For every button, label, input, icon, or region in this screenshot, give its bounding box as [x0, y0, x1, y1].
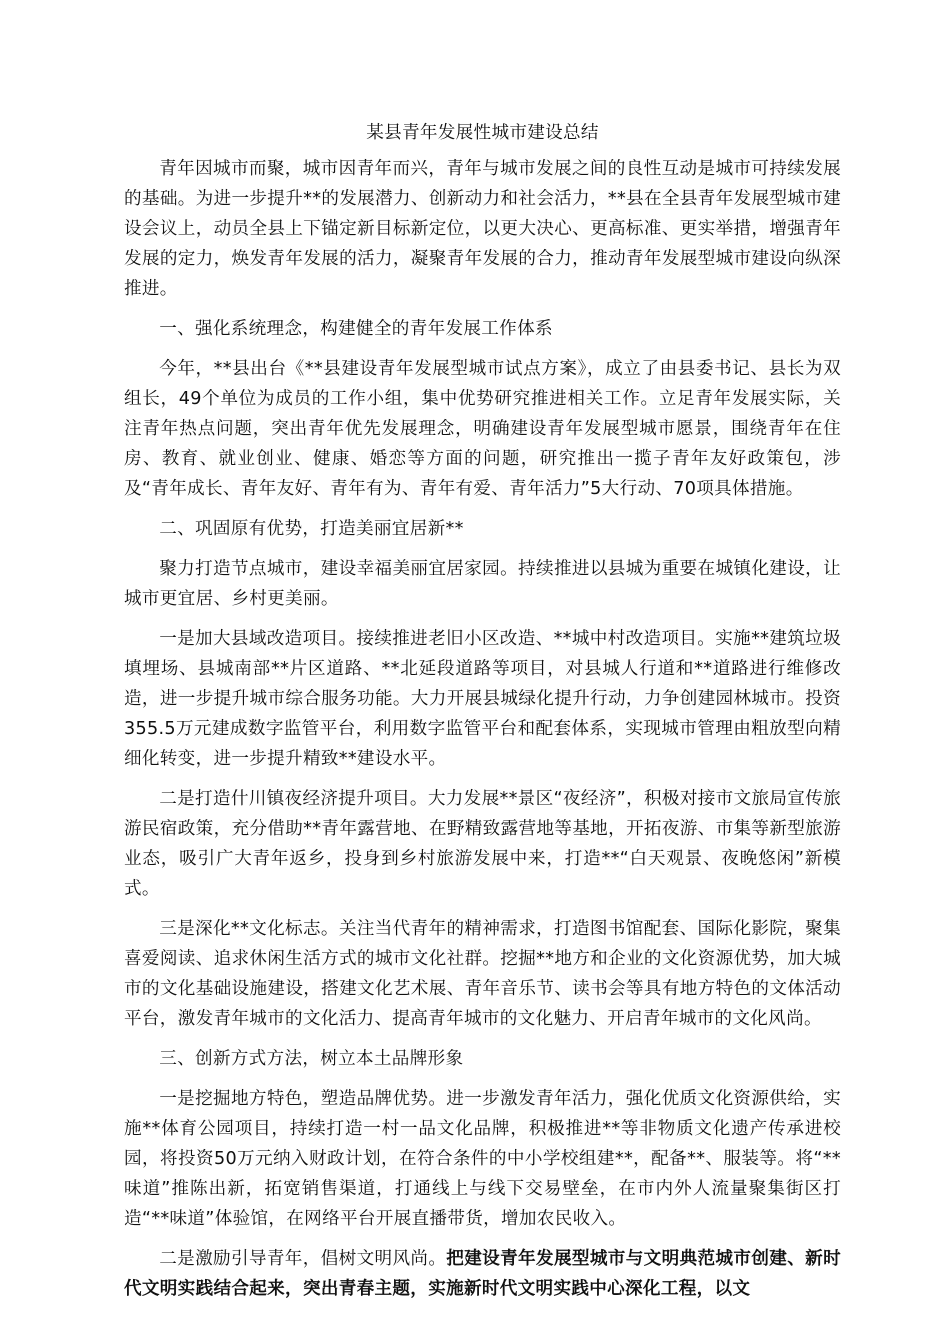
intro-paragraph: 青年因城市而聚，城市因青年而兴，青年与城市发展之间的良性互动是城市可持续发展的基础。为进一步提升**的发展潜力、创新动力和社会活力，**县在全县青年发展型城市建设会议上，动员全县上下锚定新目标新定位，以更大决心、更高标准、更实举措，增强青年发展的定力，焕发青年发展的活力，凝聚青年发展的合力，推动青年发展型城市建设向纵深推进。	[124, 159, 841, 299]
section-2-item-1-paragraph: 一是加大县域改造项目。接续推进老旧小区改造、**城中村改造项目。实施**建筑垃圾填埋场、县城南部**片区道路、**北延段道路等项目，对县城人行道和**道路进行维修改造，进一步提升城市综合服务功能。大力开展县城绿化提升行动，力争创建园林城市。投资355.5万元建成数字监管平台，利用数字监管平台和配套体系，实现城市管理由粗放型向精细化转变，进一步提升精致**建设水平。	[124, 629, 841, 769]
section-3-item-1-paragraph: 一是挖掘地方特色，塑造品牌优势。进一步激发青年活力，强化优质文化资源供给，实施**体育公园项目，持续打造一村一品文化品牌，积极推进**等非物质文化遗产传承进校园，将投资50万元纳入财政计划，在符合条件的中小学校组建**，配备**、服装等。将“**味道”推陈出新，拓宽销售渠道，打通线上与线下交易壁垒，在市内外人流量聚集街区打造“**味道”体验馆，在网络平台开展直播带货，增加农民收入。	[124, 1089, 841, 1229]
section-2-intro-paragraph: 聚力打造节点城市，建设幸福美丽宜居家园。持续推进以县城为重要在城镇化建设，让城市更宜居、乡村更美丽。	[124, 559, 841, 609]
section-heading-3: 三、创新方式方法，树立本土品牌形象	[159, 1049, 464, 1069]
section-2-item-2-paragraph: 二是打造什川镇夜经济提升项目。大力发展**景区“夜经济”，积极对接市文旅局宣传旅游民宿政策，充分借助**青年露营地、在野精致露营地等基地，开拓夜游、市集等新型旅游业态，吸引广大青年返乡，投身到乡村旅游发展中来，打造**“白天观景、夜晚悠闲”新模式。	[124, 789, 841, 899]
document-page	[124, 118, 841, 1314]
bold-emphasis-text: 把建设青年发展型城市与文明典范城市创建、新时代文明实践结合起来，突出青春主题，实施新时代文明实践中心深化工程，以文	[124, 1249, 841, 1299]
section-3-item-2-paragraph	[124, 1244, 841, 1304]
section-heading-1: 一、强化系统理念，构建健全的青年发展工作体系	[159, 319, 553, 339]
document-title: 某县青年发展性城市建设总结	[366, 123, 599, 143]
section-1-paragraph: 今年，**县出台《**县建设青年发展型城市试点方案》，成立了由县委书记、县长为双组长，49个单位为成员的工作小组，集中优势研究推进相关工作。立足青年发展实际，关注青年热点问题，突出青年优先发展理念，明确建设青年发展型城市愿景，围绕青年在住房、教育、就业创业、健康、婚恋等方面的问题，研究推出一揽子青年友好政策包，涉及“青年成长、青年友好、青年有为、青年有爱、青年活力”5大行动、70项具体措施。	[124, 359, 841, 499]
section-2-item-3-paragraph: 三是深化**文化标志。关注当代青年的精神需求，打造图书馆配套、国际化影院，聚集喜爱阅读、追求休闲生活方式的城市文化社群。挖掘**地方和企业的文化资源优势，加大城市的文化基础设施建设，搭建文化艺术展、青年音乐节、读书会等具有地方特色的文体活动平台，激发青年城市的文化活力、提高青年城市的文化魅力、开启青年城市的文化风尚。	[124, 919, 841, 1029]
paragraph-lead-text: 二是激励引导青年，倡树文明风尚。	[159, 1249, 447, 1269]
section-heading-2: 二、巩固原有优势，打造美丽宜居新**	[159, 519, 464, 539]
